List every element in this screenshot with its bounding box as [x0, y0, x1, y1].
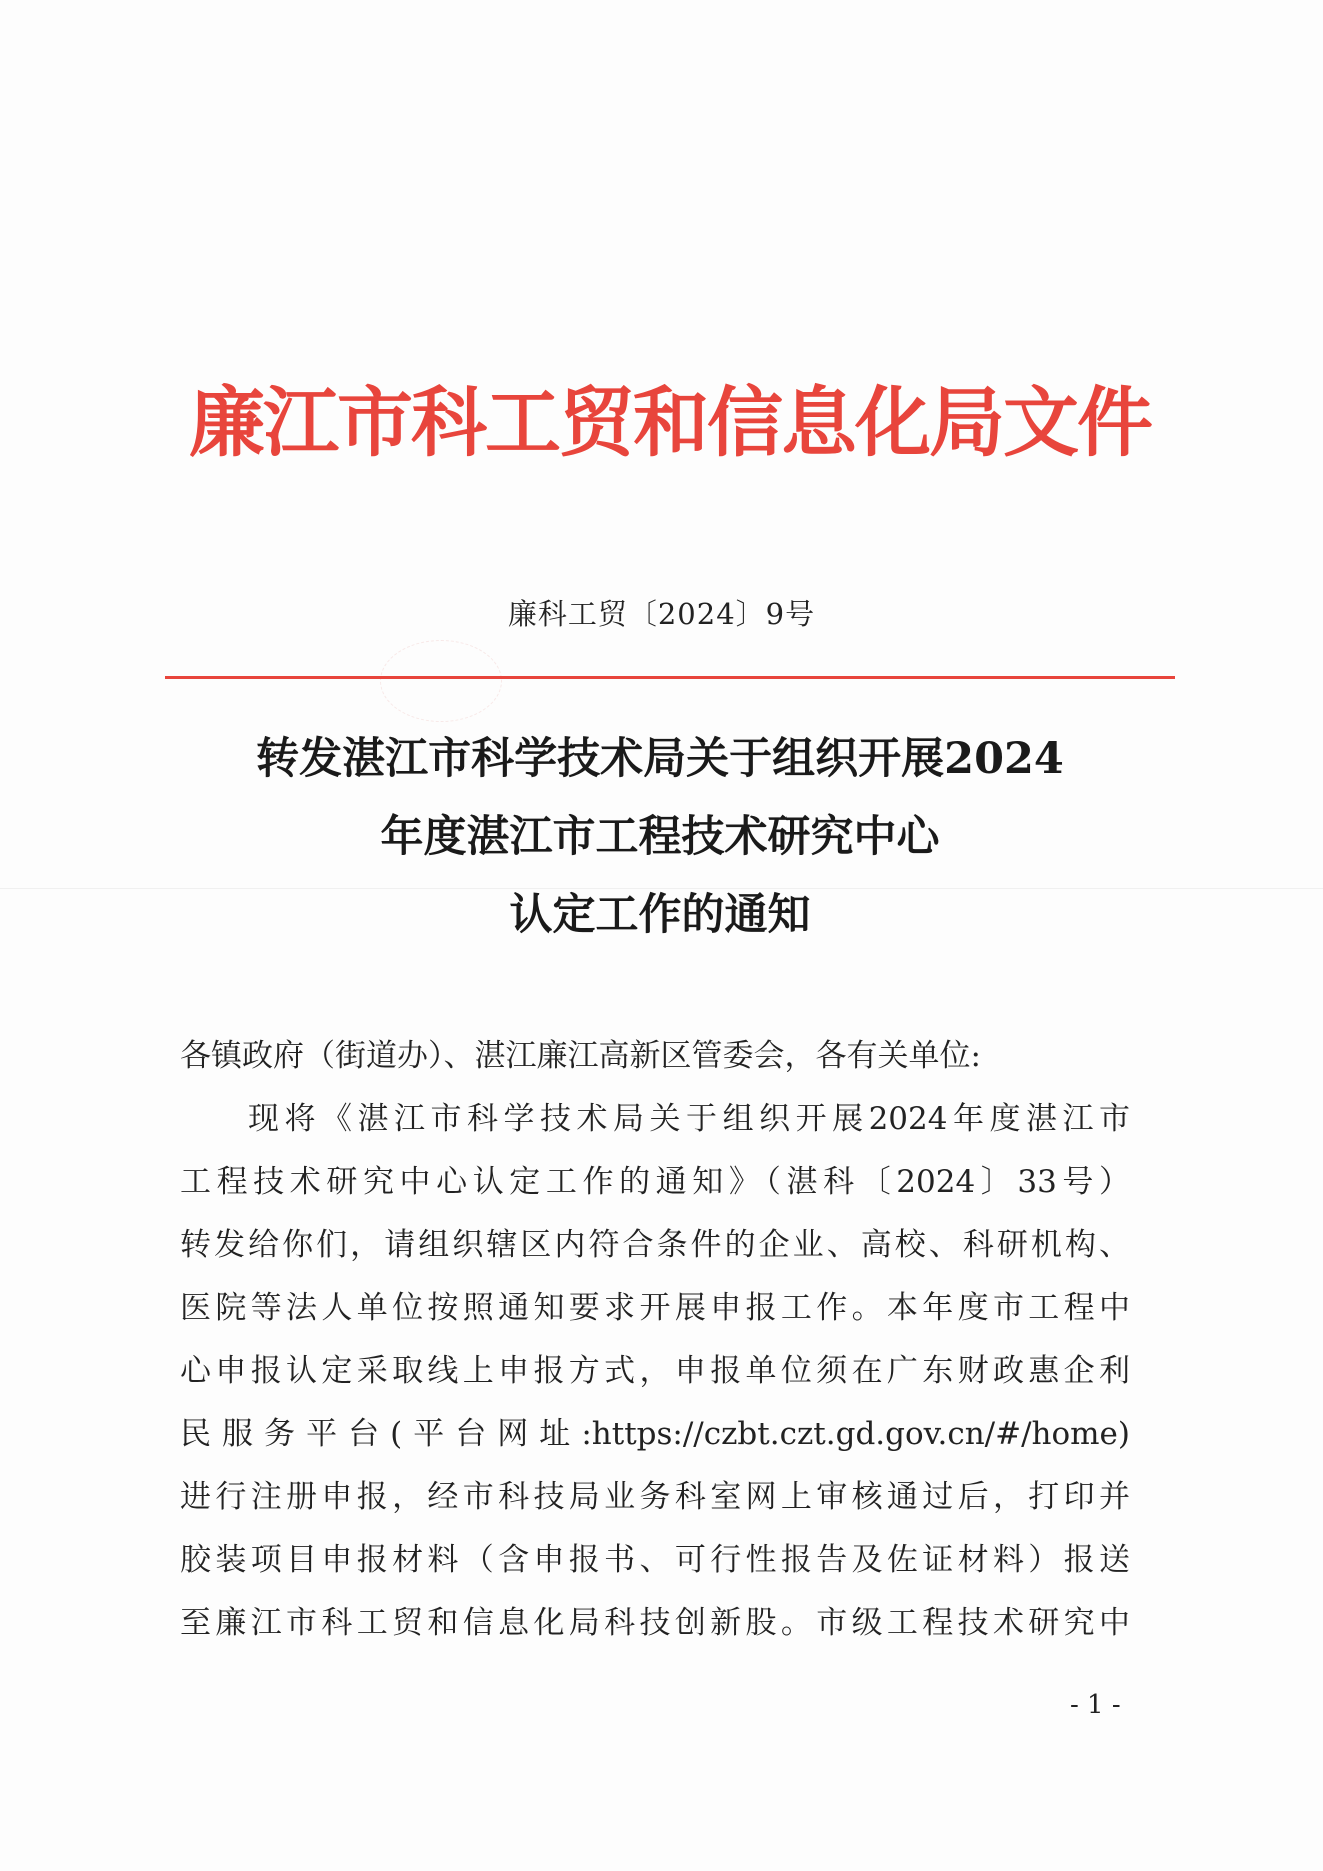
- body-line: 转发给你们，请组织辖区内符合条件的企业、高校、科研机构、: [180, 1227, 1130, 1263]
- red-separator-line: [165, 676, 1175, 679]
- body-line: 胶装项目申报材料（含申报书、可行性报告及佐证材料）报送: [180, 1542, 1130, 1578]
- body-line: 现将《湛江市科学技术局关于组织开展2024年度湛江市: [248, 1101, 1130, 1137]
- notice-title-line: 转发湛江市科学技术局关于组织开展2024: [256, 734, 1064, 784]
- body-line: 至廉江市科工贸和信息化局科技创新股。市级工程技术研究中: [180, 1605, 1130, 1641]
- notice-title-line: 年度湛江市工程技术研究中心: [380, 812, 940, 862]
- body-line-url: 民服务平台(平台网址:https://czbt.czt.gd.gov.cn/#/home): [180, 1416, 1130, 1452]
- body-line: 心申报认定采取线上申报方式，申报单位须在广东财政惠企利: [180, 1353, 1130, 1389]
- body-line: 医院等法人单位按照通知要求开展申报工作。本年度市工程中: [180, 1290, 1130, 1326]
- faded-seal-mark: [380, 640, 502, 722]
- body-line: 工程技术研究中心认定工作的通知》（湛科〔2024〕33号）: [180, 1164, 1130, 1200]
- issuing-authority-header: 廉江市科工贸和信息化局文件: [189, 378, 1151, 467]
- addressee-line: 各镇政府（街道办）、湛江廉江高新区管委会，各有关单位:: [180, 1038, 981, 1074]
- notice-title: [140, 720, 1180, 954]
- page-number: - 1 -: [1070, 1690, 1121, 1720]
- notice-title-line: 认定工作的通知: [509, 890, 811, 940]
- document-number: 廉科工贸〔2024〕9号: [507, 597, 816, 631]
- body-line: 进行注册申报，经市科技局业务科室网上审核通过后，打印并: [180, 1479, 1130, 1515]
- notice-body: [180, 1025, 1130, 1655]
